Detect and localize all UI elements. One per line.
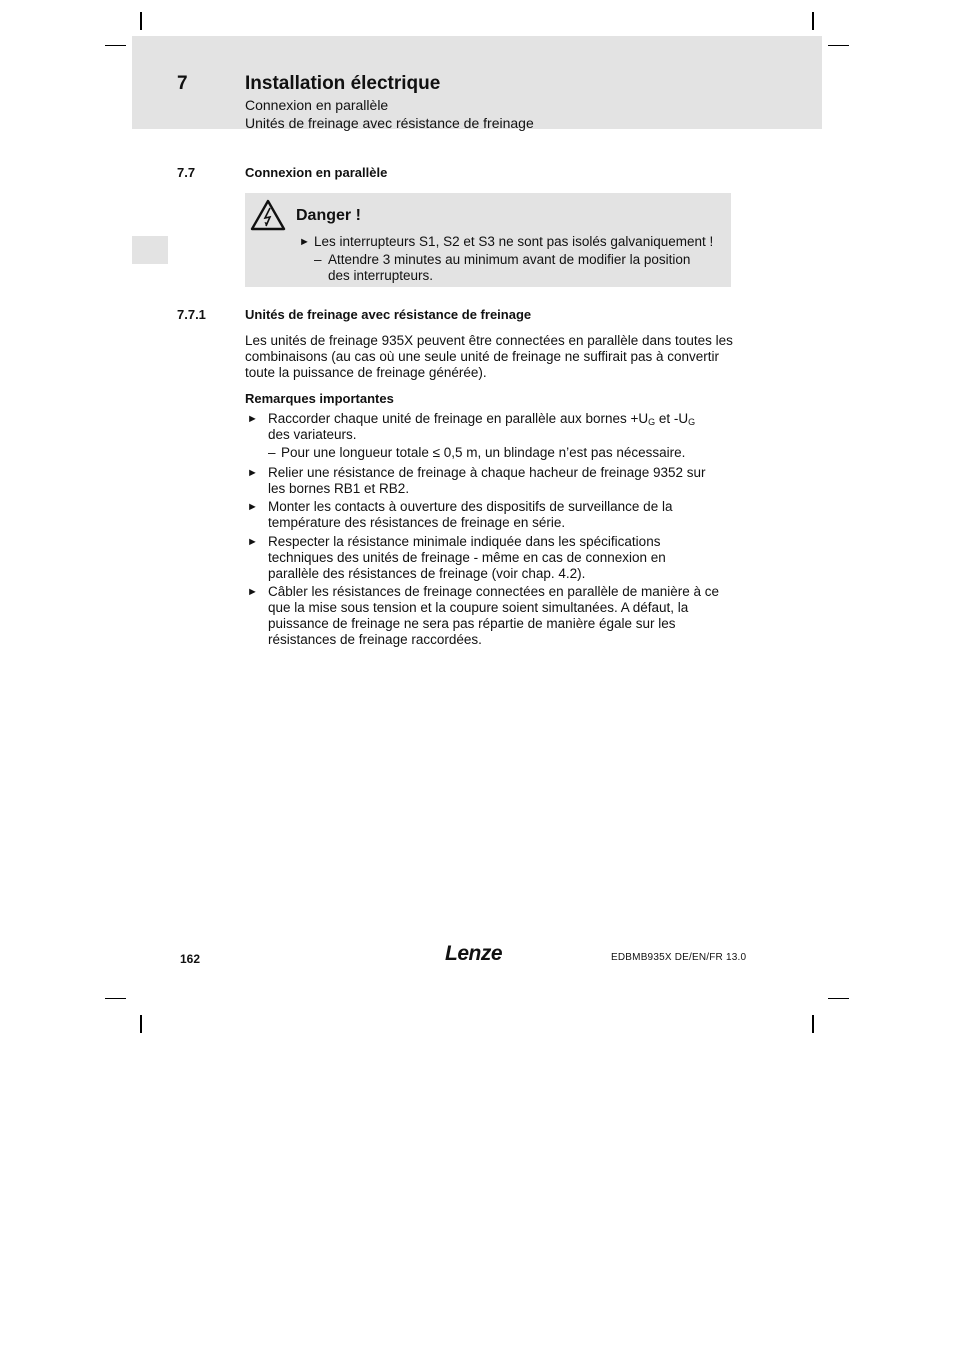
remark-2-line-1: Relier une résistance de freinage à chaque hacheur de freinage 9352 sur bbox=[268, 465, 706, 480]
remark-5-line-1: Câbler les résistances de freinage connectées en parallèle de manière à ce bbox=[268, 584, 720, 599]
crop-mark-top-left-v bbox=[140, 12, 142, 30]
remark-5-line-3: puissance de freinage ne sera pas répartie de manière égale sur les bbox=[268, 616, 676, 631]
header-subtitle-2: Unités de freinage avec résistance de freinage bbox=[245, 115, 534, 131]
crop-mark-top-right-v bbox=[812, 12, 814, 30]
remark-4-line-2: techniques des unités de freinage - même en cas de connexion en bbox=[268, 550, 666, 565]
danger-title: Danger ! bbox=[296, 207, 361, 224]
remark-4-line-1: Respecter la résistance minimale indiquée dans les spécifications bbox=[268, 534, 661, 549]
chapter-title: Installation électrique bbox=[245, 73, 441, 94]
dash-icon: – bbox=[268, 445, 276, 460]
remark-4-line-3: parallèle des résistances de freinage (voir chap. 4.2). bbox=[268, 566, 586, 581]
remark-5-line-2: que la mise sous tension et la coupure soient simultanées. A défaut, la bbox=[268, 600, 689, 615]
intro-line-2: combinaisons (au cas où une seule unité de freinage ne suffirait pas à convertir bbox=[245, 349, 720, 364]
chapter-number: 7 bbox=[177, 73, 188, 94]
triangle-right-icon: ► bbox=[247, 536, 258, 548]
remark-2-line-2: les bornes RB1 et RB2. bbox=[268, 481, 410, 496]
page-number: 162 bbox=[180, 952, 201, 966]
triangle-right-icon: ► bbox=[247, 501, 258, 513]
crop-mark-bottom-right-h bbox=[828, 998, 849, 999]
subsection-number: 7.7.1 bbox=[177, 307, 206, 322]
high-voltage-warning-icon bbox=[250, 199, 286, 231]
danger-dash-line-1: Attendre 3 minutes au minimum avant de modifier la position bbox=[328, 252, 691, 267]
remarks-heading: Remarques importantes bbox=[245, 391, 394, 406]
section-title: Connexion en parallèle bbox=[245, 165, 388, 180]
remark-1-line-2: des variateurs. bbox=[268, 427, 357, 442]
danger-dash-line-2: des interrupteurs. bbox=[328, 268, 434, 283]
crop-mark-bottom-left-v bbox=[140, 1015, 142, 1033]
remark-1-line-1: Raccorder chaque unité de freinage en parallèle aux bornes $+U_G$ et $-U_G$ bbox=[268, 411, 696, 427]
danger-bullet-text: Les interrupteurs S1, S2 et S3 ne sont pas isolés galvaniquement ! bbox=[314, 234, 714, 249]
crop-mark-bottom-left-h bbox=[105, 998, 126, 999]
lenze-logo: Lenze bbox=[445, 942, 503, 965]
remark-5-line-4: résistances de freinage raccordées. bbox=[268, 632, 482, 647]
remark-3-line-2: température des résistances de freinage en série. bbox=[268, 515, 566, 530]
triangle-right-icon: ► bbox=[247, 467, 258, 479]
remark-1-dash: Pour une longueur totale ≤ 0,5 m, un blindage n’est pas nécessaire. bbox=[281, 445, 686, 460]
triangle-right-icon: ► bbox=[247, 413, 258, 425]
section-number: 7.7 bbox=[177, 165, 196, 180]
triangle-right-icon: ► bbox=[247, 586, 258, 598]
subsection-title: Unités de freinage avec résistance de freinage bbox=[245, 307, 532, 322]
intro-line-3: toute la puissance de freinage générée). bbox=[245, 365, 487, 380]
side-thumb-tab bbox=[132, 236, 168, 264]
intro-line-1: Les unités de freinage 935X peuvent être connectées en parallèle dans toutes les bbox=[245, 333, 733, 348]
remark-3-line-1: Monter les contacts à ouverture des dispositifs de surveillance de la bbox=[268, 499, 673, 514]
crop-mark-bottom-right-v bbox=[812, 1015, 814, 1033]
document-code: EDBMB935X DE/EN/FR 13.0 bbox=[611, 952, 747, 963]
crop-mark-top-right-h bbox=[828, 45, 849, 46]
header-subtitle-1: Connexion en parallèle bbox=[245, 97, 389, 113]
triangle-right-icon: ► bbox=[299, 236, 310, 248]
crop-mark-top-left-h bbox=[105, 45, 126, 46]
dash-icon: – bbox=[314, 252, 322, 267]
